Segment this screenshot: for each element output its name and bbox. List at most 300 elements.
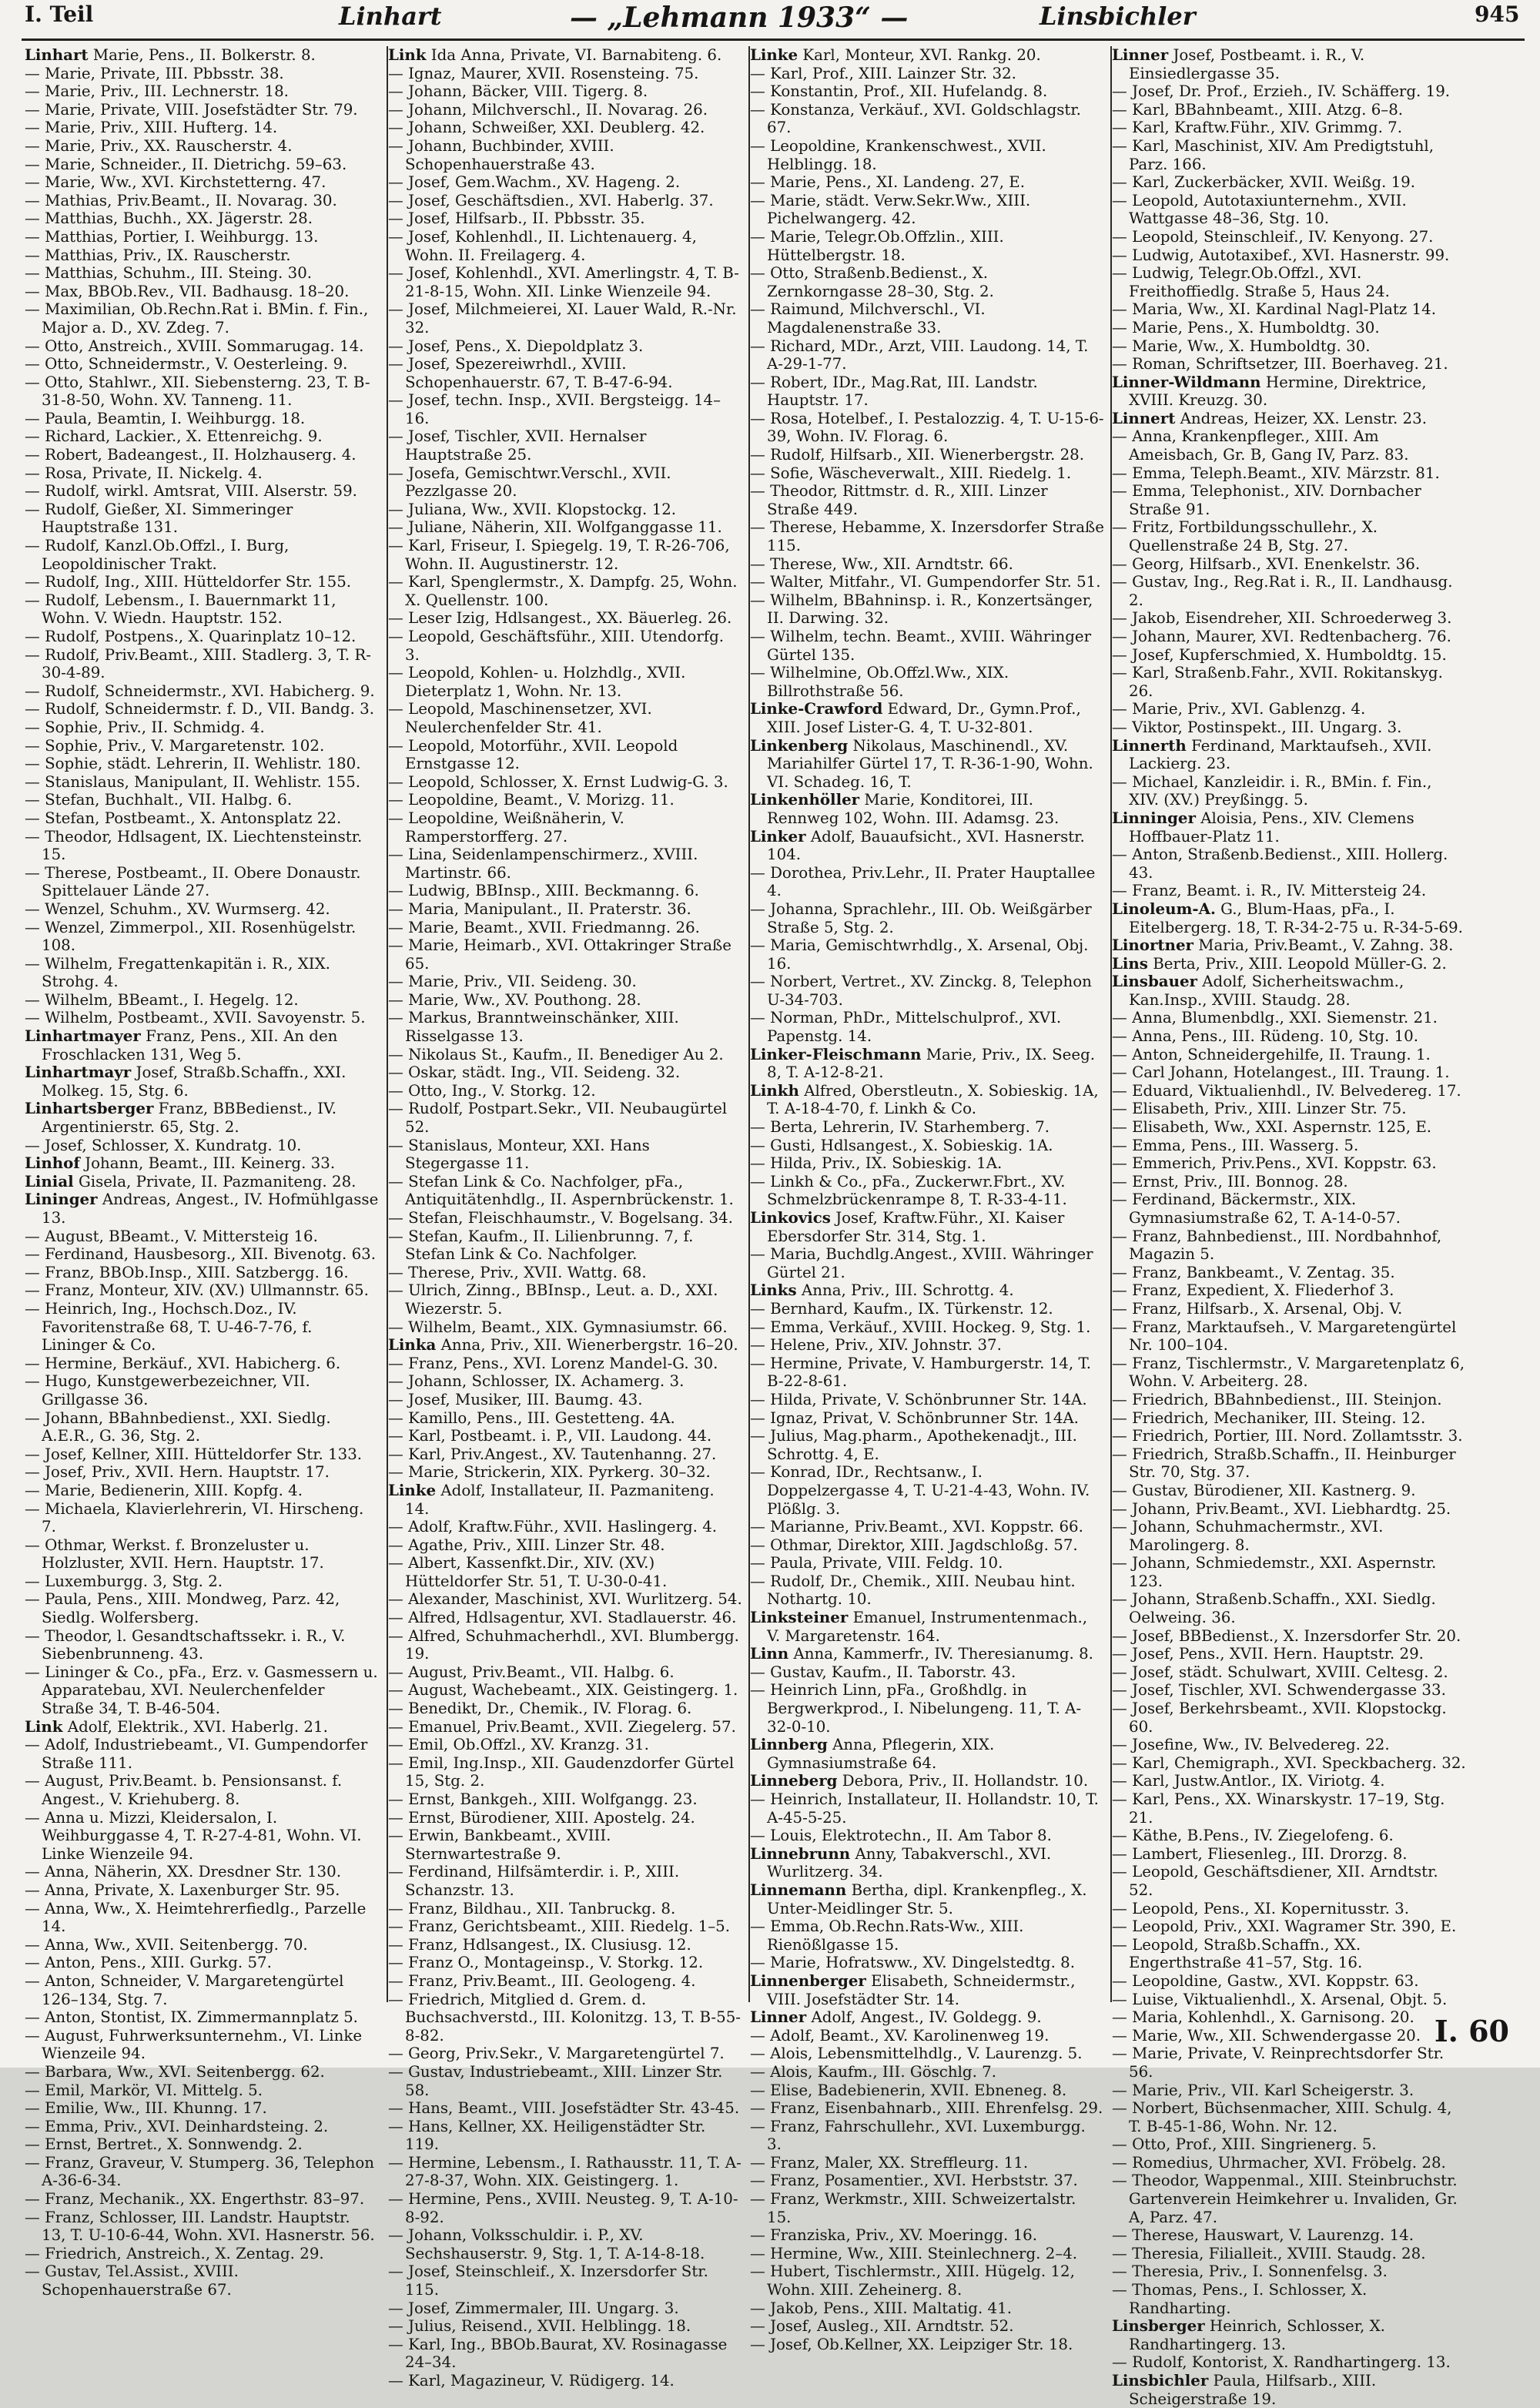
directory-entry: — Franz, Gerichtsbeamt., XIII. Riedelg. 1–5. (388, 1917, 731, 1936)
directory-entry: Linial Gisela, Private, II. Pazmaniteng. 28. (25, 1171, 357, 1191)
directory-entry: — Anna u. Mizzi, Kleidersalon, I. Weihburggasse 4, T. R-27-4-81, Wohn. VI. Linke Wienzeile 94. (25, 1808, 362, 1863)
directory-entry: — Karl, Straßenb.Fahr., XVII. Rokitanskyg. 26. (1112, 664, 1443, 700)
directory-entry: — Therese, Hauswart, V. Laurenzg. 14. (1112, 2226, 1414, 2245)
directory-entry: — Leopold, Geschäftsführ., XIII. Utendorfg. 3. (388, 628, 725, 664)
directory-entry: — Franz, Bankbeamt., V. Zentag. 35. (1112, 1263, 1395, 1281)
first-entry-keyword: Linhart (339, 2, 442, 31)
directory-entry: — Rudolf, Schneidermstr., XVI. Habicherg. 9. (25, 682, 375, 700)
directory-entry: — Friedrich, Straßb.Schaffn., II. Heinburger Str. 70, Stg. 37. (1112, 1445, 1456, 1482)
directory-entry: — Ferdinand, Bäckermstr., XIX. Gymnasiumstraße 62, T. A-14-0-57. (1112, 1191, 1401, 1227)
directory-entry: — Anna, Blumenbdlg., XXI. Siemenstr. 21. (1112, 1009, 1438, 1027)
directory-entry: — Lambert, Fliesenleg., III. Drorzg. 8. (1112, 1844, 1408, 1863)
directory-entry: — Leopold, Schlosser, X. Ernst Ludwig-G. 3. (388, 772, 728, 791)
directory-entry: — Stefan, Fleischhaumstr., V. Bogelsang. 34. (388, 1209, 733, 1227)
page-header (23, 2, 1525, 32)
directory-entry: — Konrad, IDr., Rechtsanw., I. Doppelzergasse 4, T. U-21-4-43, Wohn. IV. Plößlg. 3. (750, 1463, 1090, 1518)
directory-entry: — Ignaz, Privat, V. Schönbrunner Str. 14A. (750, 1408, 1079, 1427)
directory-entry: — Josef, Steinschleif., X. Inzersdorfer Str. 115. (388, 2262, 708, 2299)
directory-entry: — Ludwig, Telegr.Ob.Offzl., XVI. Freithoffiedlg. Straße 5, Haus 24. (1112, 264, 1390, 300)
directory-entry: — Josefa, Gemischtwr.Verschl., XVII. Pezzlgasse 20. (388, 464, 671, 501)
directory-entry: — Theodor, l. Gesandtschaftssekr. i. R., V. Siebenbrunneng. 43. (25, 1626, 346, 1663)
directory-entry: — Karl, Ing., BBOb.Baurat, XV. Rosinagasse 24–34. (388, 2335, 728, 2372)
directory-entry: — Franz, Posamentier., XVI. Herbststr. 37. (750, 2172, 1078, 2190)
directory-entry: — Nikolaus St., Kaufm., II. Benediger Au 2. (388, 1045, 724, 1063)
directory-entry: — Johann, Buchbinder, XVIII. Schopenhauerstraße 43. (388, 136, 614, 173)
directory-entry: — Hilda, Priv., IX. Sobieskig. 1A. (750, 1154, 1003, 1173)
directory-entry: Linka Anna, Priv., XII. Wienerbergstr. 16–20. (388, 1335, 738, 1355)
directory-entry: — Theodor, Rittmstr. d. R., XIII. Linzer Straße 449. (750, 482, 1048, 518)
directory-entry: — Roman, Schriftsetzer, III. Boerhaveg. 21. (1112, 355, 1448, 373)
directory-entry: — Ulrich, Zinng., BBInsp., Leut. a. D., XXI. Wiezerstr. 5. (388, 1281, 718, 1318)
directory-entry: Linkh Alfred, Oberstleutn., X. Sobieskig. 1A, T. A-18-4-70, f. Linkh & Co. (750, 1080, 1099, 1118)
directory-entry: — Johann, Bäcker, VIII. Tigerg. 8. (388, 82, 648, 101)
directory-entry: — Josef, Kellner, XIII. Hütteldorfer Str. 133. (25, 1445, 363, 1463)
directory-entry: — Maria, Ww., XI. Kardinal Nagl-Platz 14. (1112, 300, 1437, 319)
directory-entry: — Romedius, Uhrmacher, XVI. Fröbelg. 28. (1112, 2153, 1446, 2172)
directory-entry: — Rudolf, Kontorist, X. Randhartingerg. 13. (1112, 2353, 1451, 2372)
directory-entry: — Karl, Maschinist, XIV. Am Predigtstuhl, Parz. 166. (1112, 136, 1434, 173)
directory-entry: — Josef, Pens., XVII. Hern. Hauptstr. 29. (1112, 1645, 1424, 1663)
directory-entry: — Josef, Zimmermaler, III. Ungarg. 3. (388, 2299, 679, 2317)
directory-entry: — Johann, Schweißer, XXI. Deublerg. 42. (388, 119, 705, 137)
sheet-signature: I. 60 (1434, 2014, 1509, 2048)
directory-entry: — Rudolf, Dr., Chemik., XIII. Neubau hint. Nothartg. 10. (750, 1572, 1076, 1609)
directory-entry: — Max, BBOb.Rev., VII. Badhausg. 18–20. (25, 282, 350, 300)
directory-entry: — Rudolf, Kanzl.Ob.Offzl., I. Burg, Leopoldinischer Trakt. (25, 537, 290, 573)
directory-entry: — Josef, Pens., X. Diepoldplatz 3. (388, 337, 644, 355)
directory-entry: — Hilda, Private, V. Schönbrunner Str. 14A. (750, 1390, 1087, 1408)
directory-entry: — Robert, Badeangest., II. Holzhauserg. 4. (25, 446, 357, 464)
directory-entry: — Friedrich, Anstreich., X. Zentag. 29. (25, 2244, 324, 2262)
directory-entry: Links Anna, Priv., III. Schrottg. 4. (750, 1281, 1014, 1300)
directory-entry: — Franz, Beamt. i. R., IV. Mittersteig 24. (1112, 882, 1427, 900)
directory-entry: Link Ida Anna, Private, VI. Barnabiteng. 6. (388, 45, 722, 64)
directory-entry: — Johann, Straßenb.Schaffn., XXI. Siedlg. Oelweing. 36. (1112, 1590, 1436, 1627)
directory-entry: — August, Priv.Beamt. b. Pensionsanst. f. Angest., V. Kriehuberg. 8. (25, 1772, 343, 1808)
directory-entry: — Thomas, Pens., I. Schlosser, X. Randharting. (1112, 2281, 1368, 2317)
directory-entry: — Josef, Kohlenhdl., II. Lichtenauerg. 4, Wohn. II. Freilagerg. 4. (388, 227, 697, 264)
directory-entry: — Franz, Priv.Beamt., III. Geologeng. 4. (388, 1971, 696, 1990)
directory-entry: — Leopoldine, Weißnäherin, V. Ramperstorfferg. 27. (388, 809, 624, 846)
directory-entry: Linhartsberger Franz, BBBedienst., IV. Argentinierstr. 65, Stg. 2. (25, 1099, 337, 1137)
directory-entry: — Heinrich, Ing., Hochsch.Doz., IV. Favoritenstraße 68, T. U-46-7-76, f. Lininger & Co. (25, 1299, 313, 1355)
directory-entry: — Luxemburgg. 3, Stg. 2. (25, 1572, 223, 1590)
directory-entry: Linneberg Debora, Priv., II. Hollandstr. 10. (750, 1771, 1089, 1790)
directory-entry: — Marie, Ww., XV. Pouthong. 28. (388, 990, 641, 1009)
directory-entry: — Marie, städt. Verw.Sekr.Ww., XIII. Pichelwangerg. 42. (750, 191, 1031, 228)
directory-entry: — Anna, Pens., III. Rüdeng. 10, Stg. 10. (1112, 1027, 1419, 1046)
directory-entry: — Julius, Mag.pharm., Apothekenadjt., III. Schrottg. 4, E. (750, 1427, 1077, 1463)
directory-entry: — Gustav, Bürodiener, XII. Kastnerg. 9. (1112, 1481, 1416, 1499)
directory-entry: Linhartmayer Franz, Pens., XII. An den Froschlacken 131, Weg 5. (25, 1026, 338, 1063)
directory-entry: — Maximilian, Ob.Rechn.Rat i. BMin. f. Fin., Major a. D., XV. Zdeg. 7. (25, 300, 369, 337)
column-3 (748, 45, 1104, 2353)
directory-entry: — Rudolf, Hilfsarb., XII. Wienerbergstr. 28. (750, 446, 1085, 464)
directory-entry: — Marie, Ww., XII. Schwendergasse 20. (1112, 2026, 1421, 2045)
directory-entry: — Adolf, Industriebeamt., VI. Gumpendorfer Straße 111. (25, 1736, 368, 1772)
directory-entry: — Emma, Teleph.Beamt., XIV. Märzstr. 81. (1112, 464, 1440, 482)
directory-entry: — Rudolf, Postpens., X. Quarinplatz 10–12. (25, 628, 357, 645)
directory-entry: — Leopold, Kohlen- u. Holzhdlg., XVII. Dieterplatz 1, Wohn. Nr. 13. (388, 664, 686, 700)
directory-entry: — Leopold, Maschinensetzer, XVI. Neulerchenfelder Str. 41. (388, 700, 652, 736)
directory-entry: Linkenberg Nikolaus, Maschinendl., XV. Mariahilfer Gürtel 17, T. R-36-1-90, Wohn. VI. Schadeg. 16, T. (750, 735, 1093, 791)
directory-entry: — Leopold, Autotaxiunternehm., XVII. Wattgasse 48–36, Stg. 10. (1112, 191, 1407, 228)
directory-entry: — Leopold, Steinschleif., IV. Kenyong. 27. (1112, 227, 1434, 246)
directory-entry: — Anna, Ww., X. Heimtehrerfiedlg., Parzelle 14. (25, 1899, 367, 1936)
directory-entry: — Stanislaus, Monteur, XXI. Hans Stegergasse 11. (388, 1136, 650, 1173)
directory-entry: — Josef, Priv., XVII. Hern. Hauptstr. 17. (25, 1463, 330, 1482)
directory-entry: Linker Adolf, Bauaufsicht., XVI. Hasnerstr. 104. (750, 826, 1085, 864)
directory-entry: — Hans, Beamt., VIII. Josefstädter Str. 43-45. (388, 2099, 740, 2118)
directory-entry: — Karl, Priv.Angest., XV. Tautenhanng. 27. (388, 1445, 717, 1463)
directory-entry: — Stefan, Kaufm., II. Lilienbrunng. 7, f. Stefan Link & Co. Nachfolger. (388, 1227, 694, 1264)
directory-entry: — Ignaz, Maurer, XVII. Rosensteing. 75. (388, 64, 699, 82)
directory-entry: — Therese, Priv., XVII. Wattg. 68. (388, 1263, 647, 1281)
directory-entry: — Theresia, Filialleit., XVIII. Staudg. 28. (1112, 2244, 1426, 2262)
directory-entry: — Albert, Kassenfkt.Dir., XIV. (XV.) Hütteldorfer Str. 51, T. U-30-0-41. (388, 1554, 668, 1590)
directory-entry: — Franz, Expedient, X. Fliederhof 3. (1112, 1281, 1394, 1300)
directory-entry: — Franz, Bahnbedienst., III. Nordbahnhof, Magazin 5. (1112, 1227, 1442, 1264)
directory-entry: — Maria, Gemischtwrhdlg., X. Arsenal, Obj. 16. (750, 936, 1089, 973)
directory-entry: — Marie, Telegr.Ob.Offzlin., XIII. Hüttelbergstr. 18. (750, 227, 1004, 264)
directory-entry: — Maria, Buchdlg.Angest., XVIII. Währinger Gürtel 21. (750, 1245, 1093, 1281)
directory-entry: — Anna, Ww., XVII. Seitenbergg. 70. (25, 1935, 308, 1954)
directory-entry: — Anna, Krankenpfleger., XIII. Am Ameisbach, Gr. B, Gang IV, Parz. 83. (1112, 427, 1409, 464)
directory-entry: Linke Adolf, Installateur, II. Pazmaniteng. 14. (388, 1480, 715, 1518)
directory-entry: — Lininger & Co., pFa., Erz. v. Gasmessern u. Apparatebau, XVI. Neulerchenfelder Straße 34, T. B-46-504. (25, 1663, 378, 1718)
directory-entry: — Ernst, Bertret., X. Sonnwendg. 2. (25, 2135, 303, 2154)
directory-entry: — Franziska, Priv., XV. Moeringg. 16. (750, 2226, 1038, 2245)
directory-entry: — Alois, Lebensmittelhdlg., V. Laurenzg. 5. (750, 2045, 1083, 2063)
directory-entry: — Karl, Chemigraph., XVI. Speckbacherg. 32. (1112, 1753, 1466, 1772)
directory-entry: Linkenhöller Marie, Konditorei, III. Rennweg 102, Wohn. III. Adamsg. 23. (750, 790, 1060, 827)
directory-entry: — Karl, Spenglermstr., X. Dampfg. 25, Wohn. X. Quellenstr. 100. (388, 573, 738, 609)
directory-entry: — Franz, Hdlsangest., IX. Clusiusg. 12. (388, 1935, 691, 1954)
directory-entry: Linksteiner Emanuel, Instrumentenmach., V. Margaretenstr. 164. (750, 1608, 1088, 1645)
directory-entry: — Rudolf, wirkl. Amtsrat, VIII. Alserstr. 59. (25, 482, 357, 501)
directory-entry: — Franz, Fahrschullehr., XVI. Luxemburgg. 3. (750, 2117, 1086, 2154)
directory-entry: — Alois, Kaufm., III. Göschlg. 7. (750, 2062, 997, 2081)
directory-entry: — Emanuel, Priv.Beamt., XVII. Ziegelerg. 57. (388, 1717, 736, 1736)
directory-entry: — Anton, Schneidergehilfe, II. Traung. 1. (1112, 1045, 1431, 1063)
directory-entry: — Marie, Beamt., XVII. Friedmanng. 26. (388, 918, 700, 936)
directory-entry: — Otto, Ing., V. Storkg. 12. (388, 1081, 596, 1100)
directory-entry: — Anna, Private, X. Laxenburger Str. 95. (25, 1881, 340, 1899)
directory-entry: — Michael, Kanzleidir. i. R., BMin. f. Fin., XIV. (XV.) Preyßingg. 5. (1112, 772, 1432, 809)
directory-entry: — Marie, Priv., XX. Rauscherstr. 4. (25, 136, 293, 155)
directory-entry: — Karl, Friseur, I. Spiegelg. 19, T. R-26-706, Wohn. II. Augustinerstr. 12. (388, 537, 730, 573)
directory-entry: — Oskar, städt. Ing., VII. Seideng. 32. (388, 1063, 681, 1082)
directory-entry: — Josef, Gem.Wachm., XV. Hageng. 2. (388, 173, 681, 192)
directory-entry: — Jakob, Pens., XIII. Maltatig. 41. (750, 2299, 1012, 2317)
directory-entry: Linnerth Ferdinand, Marktaufseh., XVII. Lackierg. 23. (1112, 735, 1432, 773)
directory-entry: — August, Wachebeamt., XIX. Geistingerg. 1. (388, 1681, 738, 1700)
directory-entry: Linortner Maria, Priv.Beamt., V. Zahng. 38. (1112, 936, 1454, 955)
directory-entry: — Josef, Tischler, XVII. Hernalser Hauptstraße 25. (388, 427, 647, 464)
directory-entry: — Emma, Verkäuf., XVIII. Hockeg. 9, Stg. 1. (750, 1318, 1091, 1336)
directory-entry: — Adolf, Kraftw.Führ., XVII. Haslingerg. 4. (388, 1518, 718, 1536)
directory-entry: — Benedikt, Dr., Chemik., IV. Florag. 6. (388, 1700, 692, 1718)
directory-entry: Lins Berta, Priv., XIII. Leopold Müller-G. 2. (1112, 953, 1447, 973)
directory-entry: Linoleum-A. G., Blum-Haas, pFa., I. Eitelbergerg. 18, T. R-34-2-75 u. R-34-5-69. (1112, 899, 1463, 936)
directory-entry: — Otto, Straßenb.Bedienst., X. Zernkorngasse 28–30, Stg. 2. (750, 264, 994, 300)
directory-entry: — Karl, Pens., XX. Winarskystr. 17–19, Stg. 21. (1112, 1790, 1445, 1827)
directory-entry: — Theodor, Hdlsagent, IX. Liechtensteinstr. 15. (25, 827, 363, 864)
directory-entry: Linke Karl, Monteur, XVI. Rankg. 20. (750, 45, 1041, 64)
directory-entry: — Franz, Graveur, V. Stumperg. 36, Telephon A-36-6-34. (25, 2153, 374, 2190)
directory-entry: — Ferdinand, Hausbesorg., XII. Bivenotg. 63. (25, 1245, 377, 1264)
directory-entry: — Leopold, Straßb.Schaffn., XX. Engerthstraße 41–57, Stg. 16. (1112, 1935, 1363, 1972)
directory-entry: — Marie, Pens., X. Humboldtg. 30. (1112, 318, 1380, 337)
directory-entry: Linnebrunn Anny, Tabakverschl., XVI. Wurlitzerg. 34. (750, 1844, 1052, 1881)
directory-entry: — Emil, Markör, VI. Mittelg. 5. (25, 2081, 263, 2099)
directory-entry: — Marie, Priv., XIII. Hufterg. 14. (25, 119, 278, 137)
directory-entry: — Wenzel, Schuhm., XV. Wurmserg. 42. (25, 899, 330, 918)
directory-entry: — Stefan, Buchhalt., VII. Halbg. 6. (25, 791, 293, 809)
directory-entry: — Josefine, Ww., IV. Belvedereg. 22. (1112, 1736, 1390, 1754)
directory-entry: Linsbichler Paula, Hilfsarb., XIII. Scheigerstraße 19. (1112, 2371, 1377, 2408)
directory-entry: — Johann, Schuhmachermstr., XVI. Marolingerg. 8. (1112, 1518, 1384, 1554)
directory-entry: — Karl, BBahnbeamt., XIII. Atzg. 6–8. (1112, 100, 1404, 119)
directory-entry: — Marie, Bedienerin, XIII. Kopfg. 4. (25, 1481, 303, 1499)
directory-entry: — Anna, Näherin, XX. Dresdner Str. 130. (25, 1863, 342, 1881)
directory-entry: — Karl, Justw.Antlor., IX. Viriotg. 4. (1112, 1772, 1385, 1790)
directory-entry: — Marie, Pens., XI. Landeng. 27, E. (750, 173, 1026, 192)
directory-entry: — Franz, Tischlermstr., V. Margaretenplatz 6, Wohn. V. Arbeiterg. 28. (1112, 1354, 1465, 1391)
directory-entry: — Anton, Schneider, V. Margaretengürtel 126–134, Stg. 7. (25, 1971, 344, 2008)
directory-entry: — Sophie, städt. Lehrerin, II. Wehlistr. 180. (25, 755, 361, 773)
directory-entry: — Karl, Kraftw.Führ., XIV. Grimmg. 7. (1112, 119, 1403, 137)
column-4 (1110, 45, 1466, 2408)
directory-entry: — Friedrich, Mechaniker, III. Steing. 12. (1112, 1408, 1426, 1427)
directory-entry: — Johann, Volksschuldir. i. P., XV. Sechshauserstr. 9, Stg. 1, T. A-14-8-18. (388, 2226, 705, 2262)
directory-entry: — Leopold, Priv., XXI. Wagramer Str. 390, E. (1112, 1917, 1457, 1936)
directory-entry: — Josef, Spezereiwrhdl., XVIII. Schopenhauerstr. 67, T. B-47-6-94. (388, 355, 673, 391)
directory-entry: Linner Josef, Postbeamt. i. R., V. Einsiedlergasse 35. (1112, 45, 1365, 82)
directory-entry: — Marie, Priv., VII. Karl Scheigerstr. 3. (1112, 2081, 1414, 2099)
directory-entry: — Gustav, Industriebeamt., XIII. Linzer Str. 58. (388, 2062, 723, 2099)
directory-entry: Link Adolf, Elektrik., XVI. Haberlg. 21. (25, 1716, 328, 1736)
directory-entry: — Hermine, Private, V. Hamburgerstr. 14, T. B-22-8-61. (750, 1354, 1092, 1391)
directory-entry: Linsberger Heinrich, Schlosser, X. Randhartingerg. 13. (1112, 2316, 1385, 2353)
directory-entry: — Louis, Elektrotechn., II. Am Tabor 8. (750, 1827, 1052, 1845)
directory-entry: — Hubert, Tischlermstr., XIII. Hügelg. 12, Wohn. XIII. Zeheinerg. 8. (750, 2262, 1075, 2299)
directory-entry: — Leopold, Geschäftsdiener, XII. Arndtstr. 52. (1112, 1863, 1438, 1899)
directory-entry: — Berta, Lehrerin, IV. Starhemberg. 7. (750, 1118, 1050, 1137)
directory-entry: — Rudolf, Schneidermstr. f. D., VII. Bandg. 3. (25, 700, 375, 718)
directory-entry: Linnberg Anna, Pflegerin, XIX. Gymnasiumstraße 64. (750, 1735, 995, 1772)
directory-entry: — Hermine, Berkäuf., XVI. Habicherg. 6. (25, 1354, 341, 1372)
directory-entry: — Juliane, Näherin, XII. Wolfganggasse 11. (388, 518, 722, 537)
directory-entry: — Richard, MDr., Arzt, VIII. Laudong. 14, T. A-29-1-77. (750, 337, 1089, 373)
directory-entry: — Alexander, Maschinist, XVI. Wurlitzerg. 54. (388, 1590, 742, 1609)
directory-entry: — Paula, Private, VIII. Feldg. 10. (750, 1554, 1003, 1572)
directory-entry: — Emma, Pens., III. Wasserg. 5. (1112, 1136, 1359, 1154)
directory-entry: Linnenberger Elisabeth, Schneidermstr., VIII. Josefstädter Str. 14. (750, 1971, 1076, 2008)
directory-entry: — Rosa, Private, II. Nickelg. 4. (25, 464, 263, 482)
directory-entry: — Carl Johann, Hotelangest., III. Traung. 1. (1112, 1063, 1450, 1082)
directory-entry: — Josef, Berkehrsbeamt., XVII. Klopstockg. 60. (1112, 1700, 1447, 1736)
directory-entry: — Norbert, Vertret., XV. Zinckg. 8, Telephon U-34-703. (750, 973, 1092, 1009)
directory-entry: — Stefan Link & Co. Nachfolger, pFa., Antiquitätenhdlg., II. Aspernbrückenstr. 1. (388, 1172, 734, 1209)
directory-entry: — Gustav, Tel.Assist., XVIII. Schopenhauerstraße 67. (25, 2262, 239, 2299)
directory-entry: — Ernst, Priv., III. Bonnog. 28. (1112, 1172, 1348, 1191)
directory-entry: Linke-Crawford Edward, Dr., Gymn.Prof., XIII. Josef Lister-G. 4, T. U-32-801. (750, 699, 1081, 736)
directory-entry: — Konstantin, Prof., XII. Hufelandg. 8. (750, 82, 1048, 101)
directory-entry: — Franz, Mechanik., XX. Engerthstr. 83–97. (25, 2190, 365, 2209)
directory-entry: — Anton, Pens., XIII. Gurkg. 57. (25, 1954, 272, 1972)
directory-entry: — Marie, Private, V. Reinprechtsdorfer Str. 56. (1112, 2045, 1445, 2081)
directory-entry: — Josef, Ob.Kellner, XX. Leipziger Str. 18. (750, 2335, 1073, 2353)
directory-entry: — Heinrich Linn, pFa., Großhdlg. in Bergwerkprod., I. Nibelungeng. 11, T. A-32-0-10. (750, 1681, 1082, 1736)
directory-entry: — Ludwig, BBInsp., XIII. Beckmanng. 6. (388, 882, 699, 900)
directory-entry: — Sofie, Wäscheverwalt., XIII. Riedelg. 1. (750, 464, 1072, 482)
directory-entry: Linhart Marie, Pens., II. Bolkerstr. 8. (25, 45, 316, 64)
directory-entry: — Johann, Milchverschl., II. Novarag. 26. (388, 100, 708, 119)
directory-entry: — Matthias, Portier, I. Weihburgg. 13. (25, 227, 319, 246)
directory-entry: — Franz, Schlosser, III. Landstr. Hauptstr. 13, T. U-10-6-44, Wohn. XVI. Hasnerstr. 56. (25, 2208, 375, 2245)
directory-entry: — Käthe, B.Pens., IV. Ziegelofeng. 6. (1112, 1827, 1394, 1845)
directory-entry: — Gustav, Ing., Reg.Rat i. R., II. Landhausg. 2. (1112, 573, 1453, 609)
directory-entry: Linnert Andreas, Heizer, XX. Lenstr. 23. (1112, 408, 1428, 427)
directory-entry: — Johann, Schlosser, IX. Achamerg. 3. (388, 1372, 685, 1391)
directory-entry: Linner-Wildmann Hermine, Direktrice, XVIII. Kreuzg. 30. (1112, 372, 1427, 410)
directory-entry: Linn Anna, Kammerfr., IV. Theresianumg. 8. (750, 1644, 1093, 1663)
directory-entry: — Paula, Beamtin, I. Weihburgg. 18. (25, 409, 306, 427)
directory-entry: — August, BBeamt., V. Mittersteig 16. (25, 1227, 318, 1245)
last-entry-keyword: Linsbichler (1040, 2, 1196, 31)
directory-entry: — Marie, Schneider., II. Dietrichg. 59–63. (25, 155, 347, 173)
directory-entry: — Otto, Schneidermstr., V. Oesterleing. 9. (25, 355, 348, 373)
directory-entry: — Maria, Manipulant., II. Praterstr. 36. (388, 899, 691, 918)
directory-entry: — Rudolf, Lebensm., I. Bauernmarkt 11, Wohn. V. Wiedn. Hauptstr. 152. (25, 591, 336, 628)
directory-entry: — Georg, Priv.Sekr., V. Margaretengürtel 7. (388, 2045, 725, 2063)
directory-entry: — Franz, Pens., XVI. Lorenz Mandel-G. 30. (388, 1354, 718, 1372)
directory-entry: — Marie, Heimarb., XVI. Ottakringer Straße 65. (388, 936, 732, 973)
directory-entry: — Linkh & Co., pFa., Zuckerwr.Fbrt., XV. Schmelzbrückenrampe 8, T. R-33-4-11. (750, 1172, 1067, 1209)
directory-entry: — Hermine, Lebensm., I. Rathausstr. 11, T. A-27-8-37, Wohn. XIX. Geistingerg. 1. (388, 2153, 742, 2190)
directory-entry: — Norman, PhDr., Mittelschulprof., XVI. Papenstg. 14. (750, 1009, 1062, 1046)
directory-entry: — Raimund, Milchverschl., VI. Magdalenenstraße 33. (750, 300, 986, 337)
page-number: 945 (1475, 2, 1520, 27)
directory-entry: — Hans, Kellner, XX. Heiligenstädter Str. 119. (388, 2117, 706, 2154)
directory-entry: — Eduard, Viktualienhdl., IV. Belvedereg. 17. (1112, 1081, 1461, 1100)
directory-entry: — Franz, BBOb.Insp., XIII. Satzbergg. 16. (25, 1263, 349, 1281)
directory-entry: — Rudolf, Priv.Beamt., XIII. Stadlerg. 3, T. R-30-4-89. (25, 645, 371, 682)
directory-entry: — Konstanza, Verkäuf., XVI. Goldschlagstr. 67. (750, 100, 1081, 137)
directory-entry: — Friedrich, BBahnbedienst., III. Steinjon. (1112, 1390, 1442, 1408)
directory-entry: — Otto, Stahlwr., XII. Siebensterng. 23, T. B-31-8-50, Wohn. XV. Tanneng. 11. (25, 373, 370, 410)
directory-entry: — Therese, Postbeamt., II. Obere Donaustr. Spittelauer Lände 27. (25, 863, 361, 900)
column-2 (387, 45, 742, 2390)
directory-entry: — Jakob, Eisendreher, XII. Schroederweg 3. (1112, 609, 1452, 628)
directory-entry: — Marie, Private, III. Pbbsstr. 38. (25, 64, 284, 82)
directory-entry: — Emil, Ing.Insp., XII. Gaudenzdorfer Gürtel 15, Stg. 2. (388, 1753, 735, 1790)
directory-entry: — Sophie, Priv., II. Schmidg. 4. (25, 718, 265, 736)
directory-entry: — Wilhelm, techn. Beamt., XVIII. Währinger Gürtel 135. (750, 628, 1092, 664)
directory-entry: — Therese, Ww., XII. Arndtstr. 66. (750, 554, 1013, 573)
directory-entry: — Karl, Zuckerbäcker, XVII. Weißg. 19. (1112, 173, 1416, 192)
directory-entry: — August, Priv.Beamt., VII. Halbg. 6. (388, 1663, 675, 1681)
directory-entry: — Alfred, Hdlsagentur, XVI. Stadlauerstr. 46. (388, 1609, 737, 1627)
directory-entry: — Josef, Kupferschmied, X. Humboldtg. 15. (1112, 645, 1447, 664)
directory-entry: — Anton, Stontist, IX. Zimmermannplatz 5. (25, 2008, 358, 2027)
directory-entry: — Johann, Priv.Beamt., XVI. Liebhardtg. 25. (1112, 1499, 1451, 1518)
directory-entry: — Anton, Straßenb.Bedienst., XIII. Hollerg. 43. (1112, 846, 1448, 882)
directory-entry: — Marianne, Priv.Beamt., XVI. Koppstr. 66. (750, 1518, 1083, 1536)
directory-entry: — Emma, Telephonist., XIV. Dornbacher Straße 91. (1112, 482, 1421, 518)
directory-entry: — Franz O., Montageinsp., V. Storkg. 12. (388, 1954, 704, 1972)
directory-entry: — Johann, Schmiedemstr., XXI. Aspernstr. 123. (1112, 1554, 1437, 1590)
directory-entry: — Johann, Maurer, XVI. Redtenbacherg. 76. (1112, 628, 1451, 645)
directory-entry: — Leopold, Pens., XI. Kopernitusstr. 3. (1112, 1899, 1410, 1917)
directory-entry: — Theodor, Wappenmal., XIII. Steinbruchstr. Gartenverein Heimkehrer u. Invaliden, Gr. A, Parz. 47. (1112, 2172, 1458, 2226)
directory-entry: — Marie, Private, VIII. Josefstädter Str. 79. (25, 100, 358, 119)
directory-entry: — Josef, Hilfsarb., II. Pbbsstr. 35. (388, 209, 645, 228)
directory-entry: — Markus, Branntweinschänker, XIII. Risselgasse 13. (388, 1009, 679, 1046)
directory-entry: — Josef, Musiker, III. Baumg. 43. (388, 1390, 643, 1408)
directory-entry: — Marie, Hofratsww., XV. Dingelstedtg. 8. (750, 1954, 1076, 1972)
directory-entry: Linhartmayr Josef, Straßb.Schaffn., XXI. Molkeg. 15, Stg. 6. (25, 1063, 346, 1100)
directory-entry: — Marie, Priv., XVI. Gablenzg. 4. (1112, 700, 1366, 718)
directory-entry: — Rudolf, Ing., XIII. Hütteldorfer Str. 155. (25, 573, 352, 591)
directory-entry: Linner Adolf, Angest., IV. Goldegg. 9. (750, 2008, 1042, 2027)
directory-entry: — Luise, Viktualienhdl., X. Arsenal, Objt. 5. (1112, 1990, 1448, 2008)
directory-entry: — Marie, Priv., III. Lechnerstr. 18. (25, 82, 289, 101)
directory-entry: — Johann, BBahnbedienst., XXI. Siedlg. A.E.R., G. 36, Stg. 2. (25, 1408, 331, 1445)
directory-entry: — Leopoldine, Beamt., V. Morizg. 11. (388, 791, 675, 809)
directory-entry: — Marie, Ww., X. Humboldtg. 30. (1112, 337, 1371, 355)
directory-entry: Linhof Johann, Beamt., III. Keinerg. 33. (25, 1154, 336, 1173)
directory-entry: — Hermine, Ww., XIII. Steinlechnerg. 2–4. (750, 2244, 1078, 2262)
directory-entry: — Otto, Anstreich., XVIII. Sommarugag. 14. (25, 337, 364, 355)
directory-entry: — Ernst, Bürodiener, XIII. Apostelg. 24. (388, 1808, 695, 1827)
directory-entry: — Viktor, Postinspekt., III. Ungarg. 3. (1112, 718, 1402, 736)
directory-entry: — Leopoldine, Gastw., XVI. Koppstr. 63. (1112, 1971, 1419, 1990)
directory-entry: — Othmar, Direktor, XIII. Jagdschloßg. 57. (750, 1536, 1078, 1554)
directory-entry: — Maria, Kohlenhdl., X. Garnisong. 20. (1112, 2008, 1414, 2027)
directory-entry: — Franz, Hilfsarb., X. Arsenal, Obj. V. (1112, 1299, 1403, 1318)
directory-entry: — Rudolf, Gießer, XI. Simmeringer Hauptstraße 131. (25, 500, 293, 537)
section-label: I. Teil (25, 2, 94, 27)
directory-entry: — Josef, Milchmeierei, XI. Lauer Wald, R.-Nr. 32. (388, 300, 737, 337)
directory-entry: — Franz, Werkmstr., XIII. Schweizertalstr. 15. (750, 2190, 1076, 2226)
directory-entry: — Gustav, Kaufm., II. Taborstr. 43. (750, 1663, 1016, 1681)
directory-entry: — Josef, städt. Schulwart, XVIII. Celtesg. 2. (1112, 1663, 1448, 1681)
directory-entry: — Lina, Seidenlampenschirmerz., XVIII. Martinstr. 66. (388, 846, 698, 882)
directory-entry: — Therese, Hebamme, X. Inzersdorfer Straße 115. (750, 518, 1104, 555)
directory-entry: — Karl, Magazineur, V. Rüdigerg. 14. (388, 2372, 675, 2390)
directory-entry: — Norbert, Büchsenmacher, XIII. Schulg. 4, T. B-45-1-86, Wohn. Nr. 12. (1112, 2099, 1452, 2135)
directory-entry: — Marie, Ww., XVI. Kirchstetterng. 47. (25, 173, 326, 192)
directory-entry: — Marie, Priv., VII. Seideng. 30. (388, 973, 637, 991)
directory-entry: — Marie, Strickerin, XIX. Pyrkerg. 30–32. (388, 1463, 711, 1482)
header-rule (22, 39, 1525, 41)
directory-entry: Linninger Aloisia, Pens., XIV. Clemens Hoffbauer-Platz 11. (1112, 808, 1414, 846)
directory-entry: — Matthias, Buchh., XX. Jägerstr. 28. (25, 209, 313, 228)
directory-entry: — Michaela, Klavierlehrerin, VI. Hirscheng. 7. (25, 1499, 364, 1536)
directory-entry: — Stanislaus, Manipulant, II. Wehlistr. 155. (25, 772, 361, 791)
directory-entry: — Rudolf, Postpart.Sekr., VII. Neubaugürtel 52. (388, 1100, 728, 1137)
directory-entry: — Franz, Bildhau., XII. Tanbruckg. 8. (388, 1899, 676, 1917)
directory-entry: — Matthias, Priv., IX. Rauscherstr. (25, 246, 291, 264)
directory-entry: — Josef, BBBedienst., X. Inzersdorfer Str. 20. (1112, 1626, 1461, 1645)
directory-entry: — Josef, techn. Insp., XVII. Bergsteigg. 14–16. (388, 391, 721, 427)
directory-entry: — Emma, Ob.Rechn.Rats-Ww., XIII. Rienößlgasse 15. (750, 1917, 1024, 1954)
directory-entry: — Wilhelm, Beamt., XIX. Gymnasiumstr. 66. (388, 1318, 728, 1336)
directory-entry: — Franz, Maler, XX. Streffleurg. 11. (750, 2153, 1029, 2172)
directory-entry: Lininger Andreas, Angest., IV. Hofmühlgasse 13. (25, 1190, 379, 1227)
